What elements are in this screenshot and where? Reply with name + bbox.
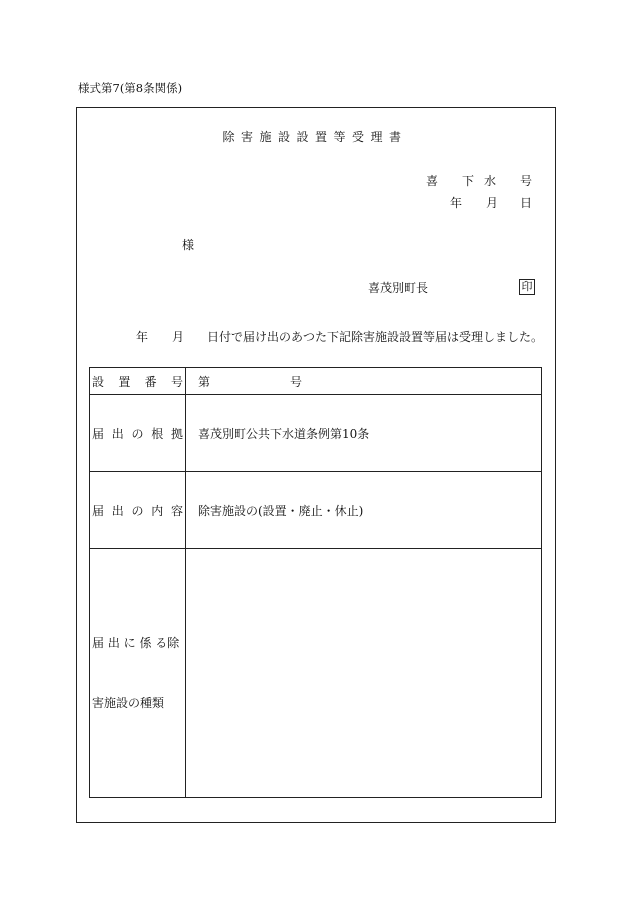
table-row <box>90 549 542 798</box>
label-char: 号 <box>170 374 183 389</box>
label-line: 届 出 に 係 る除 <box>92 636 180 650</box>
document-title: 除害施設設置等受理書 <box>222 130 408 144</box>
value-basis: 喜茂別町公共下水道条例第10条 <box>186 395 542 472</box>
label-char: 容 <box>170 503 183 518</box>
label-char: 番 <box>144 374 157 389</box>
table-row <box>90 368 542 395</box>
details-table <box>89 367 542 798</box>
value-content: 除害施設の(設置・廃止・休止) <box>186 472 542 549</box>
doc-number-suffix: 号 <box>520 174 533 188</box>
doc-number-char: 下 <box>462 174 475 188</box>
label-content <box>90 472 186 549</box>
label-char: 拠 <box>170 426 183 441</box>
issuer-name: 喜茂別町長 <box>368 281 429 295</box>
form-number-label: 様式第7(第8条関係) <box>78 81 183 95</box>
label-line: 害施設の種類 <box>92 696 165 710</box>
value-installation-number <box>186 368 542 395</box>
statement-year: 年 <box>136 330 149 344</box>
seal-mark: 印 <box>519 279 535 295</box>
doc-number-prefix: 喜 <box>426 174 439 188</box>
date-month: 月 <box>486 196 499 210</box>
label-char: 内 <box>151 503 164 518</box>
statement-month: 月 <box>172 330 185 344</box>
label-char: 根 <box>151 426 164 441</box>
doc-number-char: 水 <box>484 174 497 188</box>
table-row <box>90 472 542 549</box>
statement-text: 日付で届け出のあつた下記除害施設設置等届は受理しました。 <box>207 330 544 344</box>
label-char: 出 <box>111 426 124 441</box>
label-facility-type <box>90 549 186 798</box>
label-installation-number <box>90 368 186 395</box>
number-suffix: 号 <box>289 374 302 389</box>
label-char: 置 <box>118 374 131 389</box>
number-prefix: 第 <box>198 374 211 389</box>
date-day: 日 <box>520 196 533 210</box>
label-char: 届 <box>92 503 105 518</box>
label-basis <box>90 395 186 472</box>
label-char: 届 <box>92 426 105 441</box>
label-char: 設 <box>92 374 105 389</box>
value-facility-type <box>186 549 542 798</box>
date-year: 年 <box>450 196 463 210</box>
addressee-suffix: 様 <box>182 238 195 252</box>
label-char: の <box>131 426 144 441</box>
label-char: 出 <box>111 503 124 518</box>
label-char: の <box>131 503 144 518</box>
table-row <box>90 395 542 472</box>
